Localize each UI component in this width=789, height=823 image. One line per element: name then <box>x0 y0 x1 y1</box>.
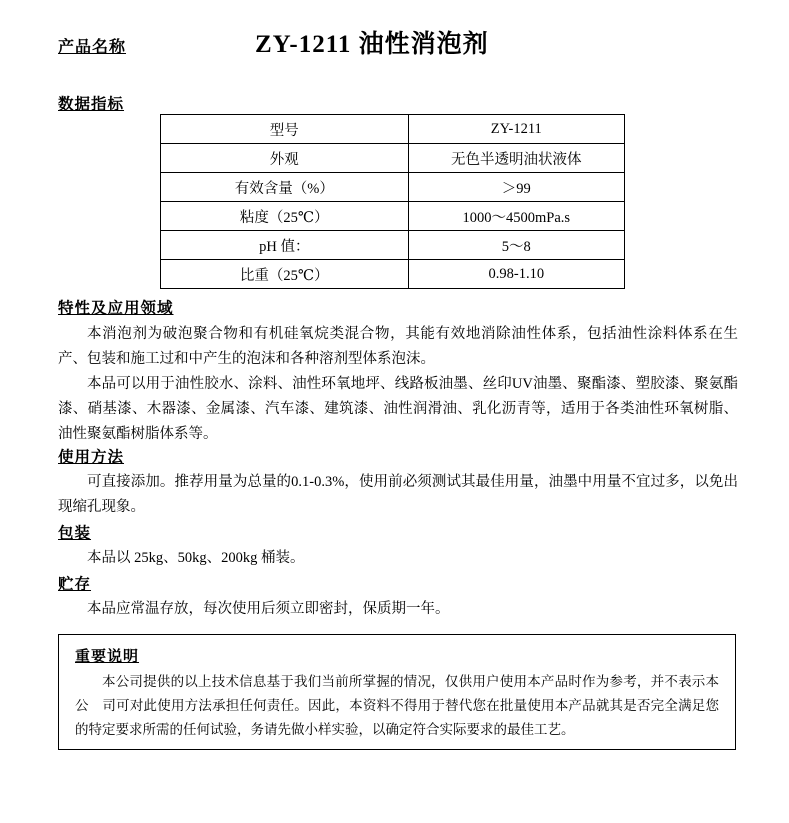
spec-key: 型号 <box>161 115 409 144</box>
spec-value: ZY-1211 <box>408 115 624 144</box>
spec-value: 1000～4500mPa.s <box>408 202 624 231</box>
spec-value: 0.98-1.10 <box>408 260 624 289</box>
storage-body <box>58 597 738 622</box>
features-paragraph-1: 本消泡剂为破泡聚合物和有机硅氧烷类混合物，其能有效地消除油性体系，包括油性涂料体系在生产、包装和施工过和中产生的泡沫和各种溶剂型体系泡沫。 <box>58 326 738 367</box>
specs-heading: 数据指标 <box>58 96 125 113</box>
storage-heading: 贮存 <box>58 576 92 593</box>
spec-key: 比重（25℃） <box>161 260 409 289</box>
table-row <box>161 260 625 289</box>
spec-key: 外观 <box>161 144 409 173</box>
important-notice-box <box>58 634 736 750</box>
spec-value: ＞99 <box>408 173 624 202</box>
table-row <box>161 231 625 260</box>
spec-key: 粘度（25℃） <box>161 202 409 231</box>
features-heading: 特性及应用领域 <box>58 300 174 317</box>
notice-title: 重要说明 <box>75 649 140 665</box>
spec-value: 5～8 <box>408 231 624 260</box>
features-paragraph-2: 本品可以用于油性胶水、涂料、油性环氧地坪、线路板油墨、丝印UV油墨、聚酯漆、塑胶漆、聚氨酯漆、硝基漆、木器漆、金属漆、汽车漆、建筑漆、油性润滑油、乳化沥青等，适用于各类油性环氧树脂、油性聚氨酯树脂体系等。 <box>58 376 738 442</box>
packaging-heading: 包装 <box>58 525 92 542</box>
product-name-label: 产品名称 <box>58 39 127 56</box>
table-row <box>161 202 625 231</box>
table-row <box>161 173 625 202</box>
table-row <box>161 115 625 144</box>
spec-table <box>160 114 625 289</box>
packaging-paragraph: 本品以 25kg、50kg、200kg 桶装。 <box>87 550 305 566</box>
usage-paragraph: 可直接添加。推荐用量为总量的0.1-0.3%，使用前必须测试其最佳用量，油墨中用量不宜过多，以免出现缩孔现象。 <box>58 474 738 515</box>
spec-key: pH 值： <box>161 231 409 260</box>
spec-key: 有效含量（%） <box>161 173 409 202</box>
spec-value: 无色半透明油状液体 <box>408 144 624 173</box>
document-header <box>0 0 789 62</box>
storage-paragraph: 本品应常温存放，每次使用后须立即密封，保质期一年。 <box>87 601 450 617</box>
features-body <box>58 322 738 447</box>
page-title: ZY-1211 油性消泡剂 <box>255 31 489 58</box>
notice-text: 本公司提供的以上技术信息基于我们当前所掌握的情况，仅供用户使用本产品时作为参考，并不表示本公 司可对此使用方法承担任何责任。因此，本资料不得用于替代您在批量使用本产品就其是否完全满足您的特定要求所需的任何试验，务请先做小样实验，以确定符合实际要求的最佳工艺。 <box>75 674 719 737</box>
packaging-body <box>58 546 738 571</box>
usage-heading: 使用方法 <box>58 449 125 466</box>
table-row <box>161 144 625 173</box>
usage-body <box>58 470 738 520</box>
